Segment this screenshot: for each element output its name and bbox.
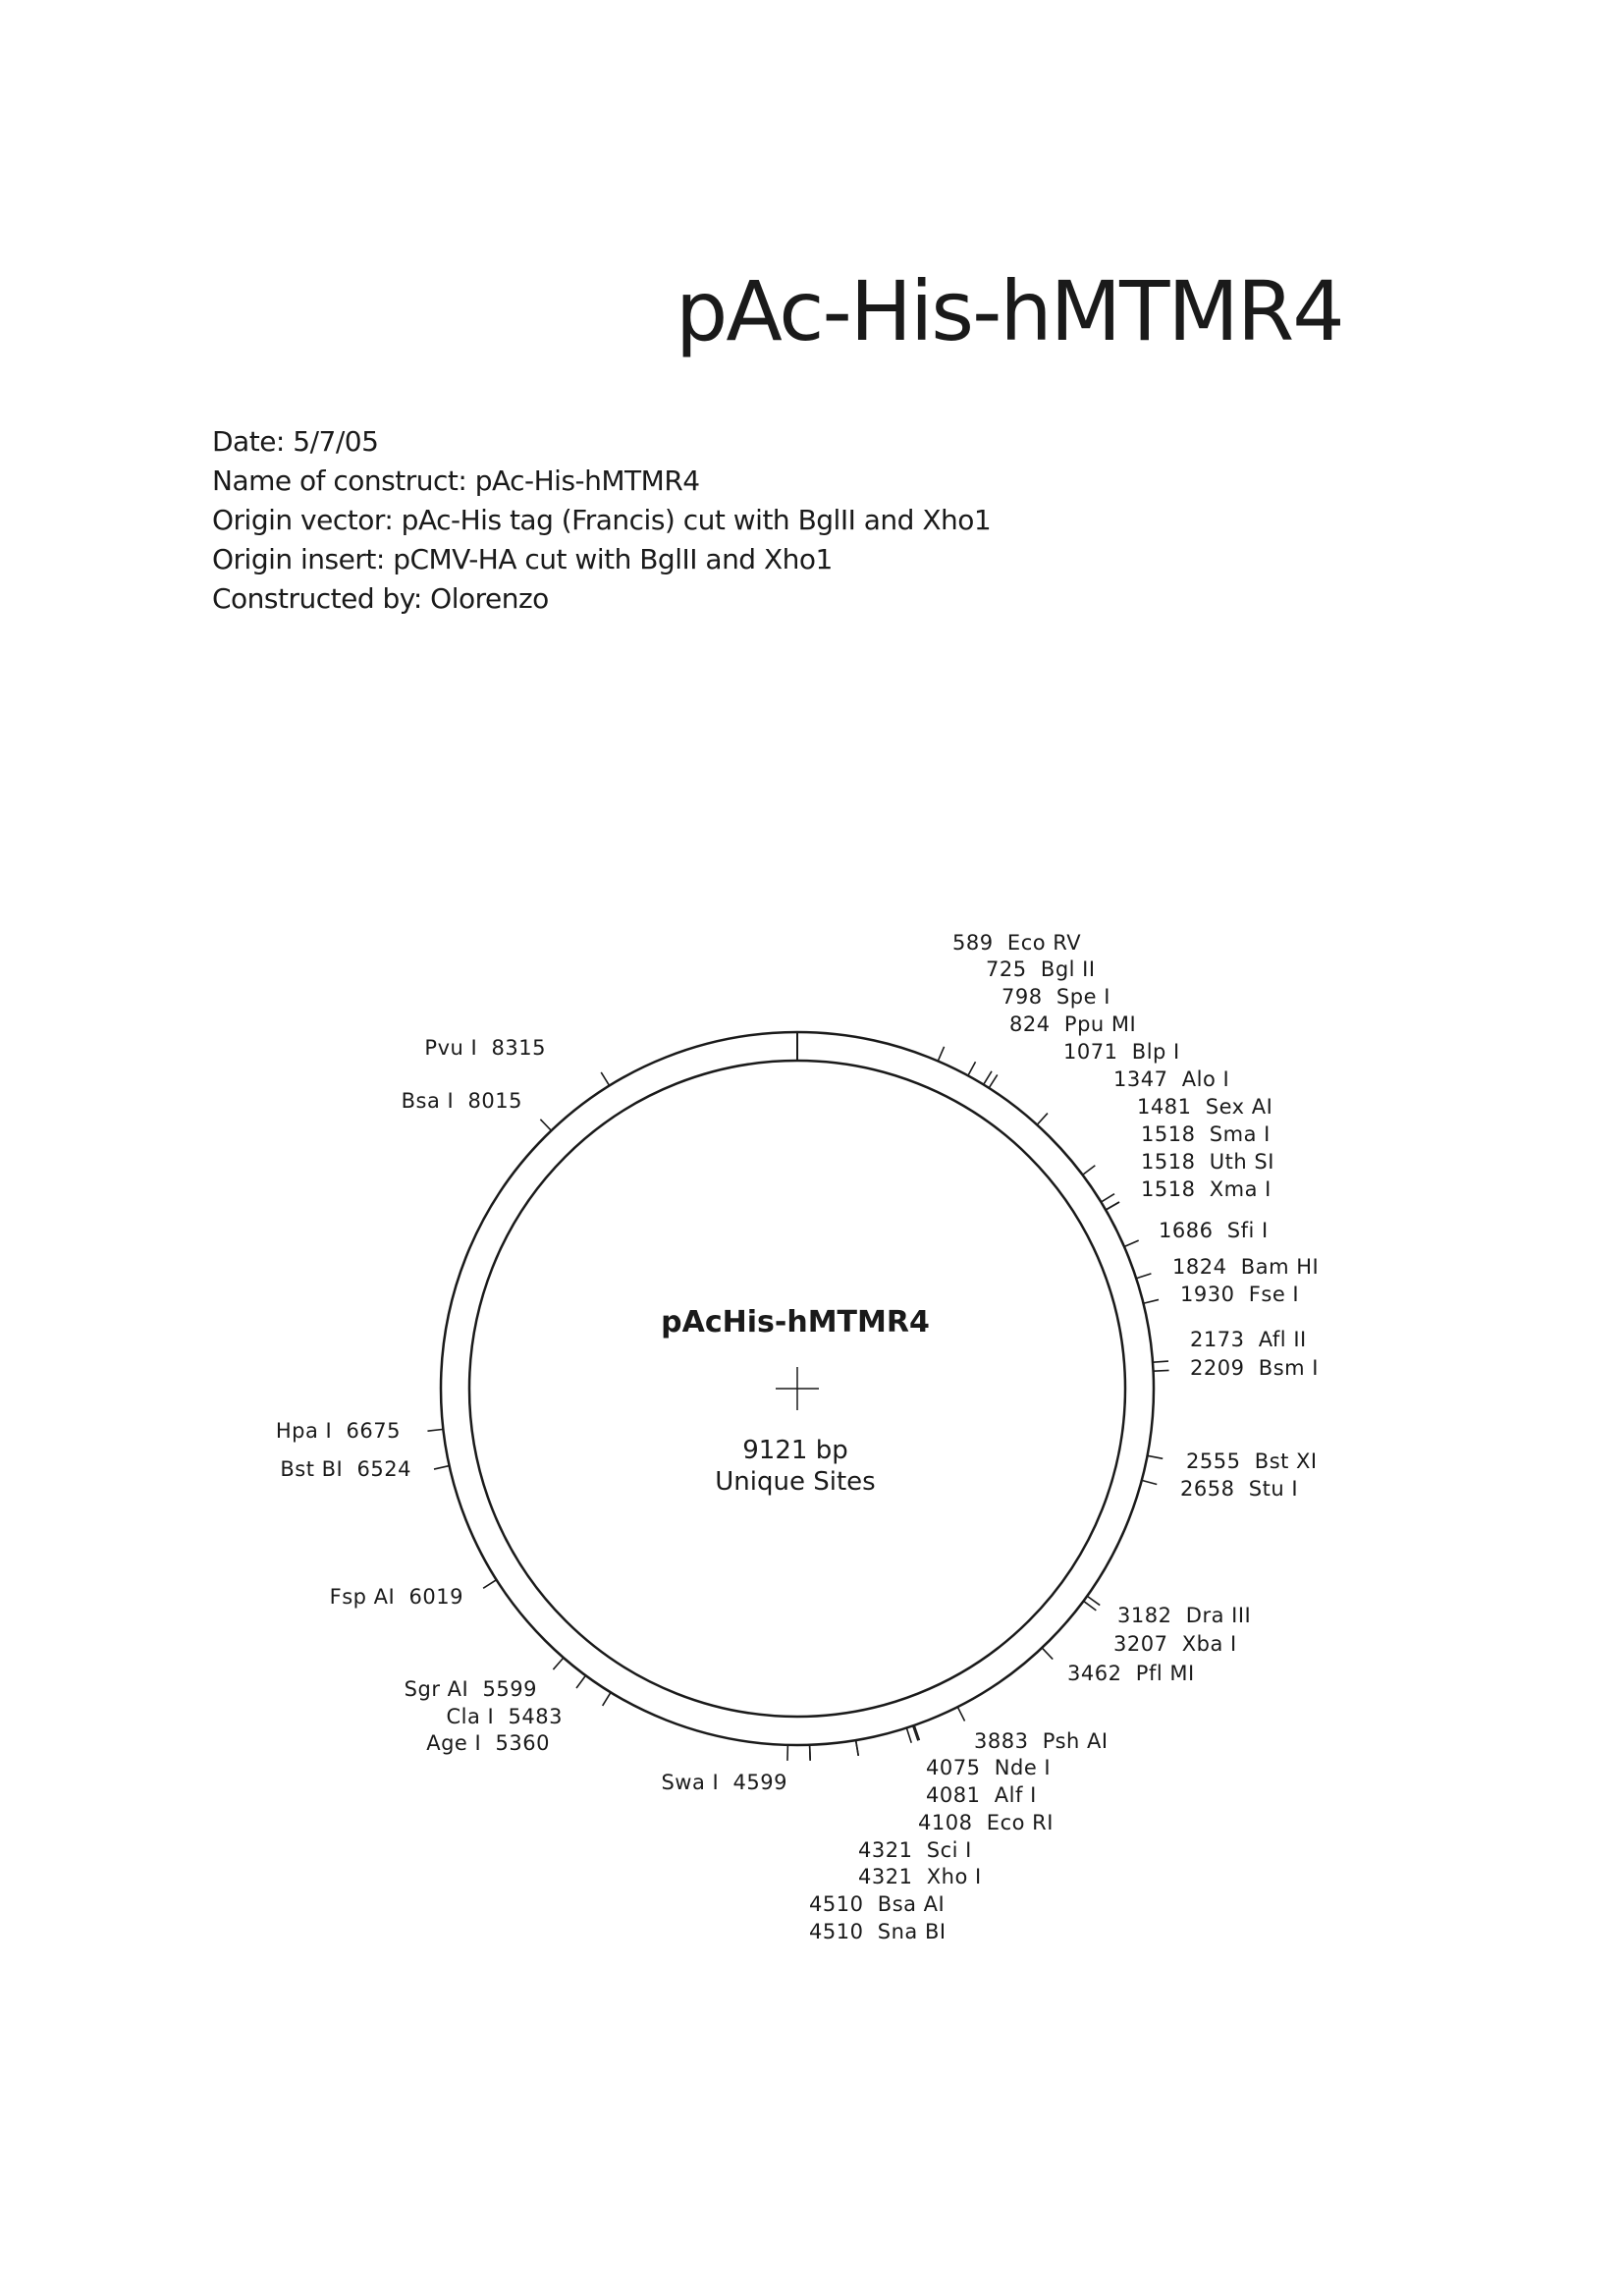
site-label: Swa I 4599 xyxy=(661,1771,787,1794)
site-label: 2658 Stu I xyxy=(1180,1477,1299,1501)
site-label: 1824 Bam HI xyxy=(1172,1255,1320,1279)
site-tick xyxy=(1087,1596,1100,1605)
site-tick xyxy=(540,1120,551,1131)
site-label: 798 Spe I xyxy=(1001,985,1110,1009)
site-tick xyxy=(603,1692,611,1706)
info-date: Date: 5/7/05 xyxy=(212,425,379,458)
site-label: 725 Bgl II xyxy=(986,957,1096,981)
site-tick xyxy=(1153,1361,1168,1362)
site-tick xyxy=(601,1072,609,1086)
site-tick xyxy=(968,1062,976,1075)
site-label: 1347 Alo I xyxy=(1113,1067,1230,1091)
info-origin-insert: Origin insert: pCMV-HA cut with BglII and Xho1 xyxy=(212,543,833,575)
site-tick xyxy=(1101,1194,1114,1202)
site-label: 4321 Xho I xyxy=(858,1865,982,1888)
site-label: 824 Ppu MI xyxy=(1009,1012,1137,1036)
plasmid-name: pAcHis-hMTMR4 xyxy=(661,1305,930,1339)
site-label: Sgr AI 5599 xyxy=(404,1677,537,1701)
site-tick xyxy=(957,1707,964,1721)
site-tick xyxy=(1037,1114,1048,1125)
site-label: Pvu I 8315 xyxy=(424,1036,546,1060)
site-label: 1686 Sfi I xyxy=(1159,1219,1269,1242)
site-tick xyxy=(1143,1299,1159,1303)
site-label: 4075 Nde I xyxy=(926,1756,1052,1779)
site-label: 4321 Sci I xyxy=(858,1838,972,1862)
site-label: 2173 Afl II xyxy=(1190,1328,1307,1351)
site-tick xyxy=(1083,1166,1096,1175)
info-constructed-by: Constructed by: Olorenzo xyxy=(212,582,549,615)
site-tick xyxy=(1124,1240,1139,1246)
site-label: 3883 Psh AI xyxy=(974,1729,1109,1753)
site-label: 3462 Pfl MI xyxy=(1067,1662,1195,1685)
info-origin-vector: Origin vector: pAc-His tag (Francis) cut with BglII and Xho1 xyxy=(212,504,992,536)
page-title: pAc-His-hMTMR4 xyxy=(676,263,1343,359)
site-label: 3182 Dra III xyxy=(1117,1604,1252,1627)
plasmid-size: 9121 bp xyxy=(742,1436,848,1465)
site-label: 4510 Bsa AI xyxy=(809,1892,946,1916)
site-tick xyxy=(427,1429,443,1431)
site-label: Bsa I 8015 xyxy=(401,1089,522,1113)
site-label: 1481 Sex AI xyxy=(1137,1095,1273,1119)
site-label: 4510 Sna BI xyxy=(809,1920,947,1943)
site-label: 2209 Bsm I xyxy=(1190,1356,1319,1380)
site-tick xyxy=(1136,1274,1151,1279)
site-tick xyxy=(906,1728,911,1743)
site-tick xyxy=(1042,1648,1053,1660)
site-label: 589 Eco RV xyxy=(952,931,1082,955)
site-label: 1518 Xma I xyxy=(1141,1177,1272,1201)
site-tick xyxy=(483,1580,497,1589)
site-tick xyxy=(1148,1455,1164,1458)
center-cross-icon xyxy=(776,1367,819,1410)
site-label: 1518 Sma I xyxy=(1141,1122,1271,1146)
site-tick xyxy=(856,1740,859,1756)
site-tick xyxy=(938,1047,944,1062)
site-tick xyxy=(984,1071,992,1085)
site-tick xyxy=(1084,1601,1097,1611)
site-label: Age I 5360 xyxy=(426,1731,550,1755)
site-label: 1071 Blp I xyxy=(1063,1040,1180,1064)
site-tick xyxy=(576,1675,585,1688)
site-label: Hpa I 6675 xyxy=(275,1419,401,1443)
site-tick xyxy=(553,1658,563,1669)
site-tick xyxy=(810,1745,811,1761)
site-label: Cla I 5483 xyxy=(446,1705,563,1728)
plasmid-subtitle: Unique Sites xyxy=(715,1467,876,1497)
site-label: Bst BI 6524 xyxy=(280,1457,411,1481)
site-tick xyxy=(1106,1202,1119,1210)
site-tick xyxy=(1142,1480,1157,1484)
site-label: Fsp AI 6019 xyxy=(329,1585,463,1609)
site-tick xyxy=(989,1074,998,1087)
site-tick xyxy=(1154,1370,1169,1371)
site-label: 4081 Alf I xyxy=(926,1783,1037,1807)
site-label: 1518 Uth SI xyxy=(1141,1150,1274,1174)
site-label: 4108 Eco RI xyxy=(918,1811,1054,1834)
site-ticks xyxy=(427,1047,1168,1761)
site-tick xyxy=(434,1466,450,1469)
info-construct-name: Name of construct: pAc-His-hMTMR4 xyxy=(212,465,700,497)
site-label: 2555 Bst XI xyxy=(1186,1449,1318,1473)
site-label: 1930 Fse I xyxy=(1180,1283,1300,1306)
site-label: 3207 Xba I xyxy=(1113,1632,1237,1656)
